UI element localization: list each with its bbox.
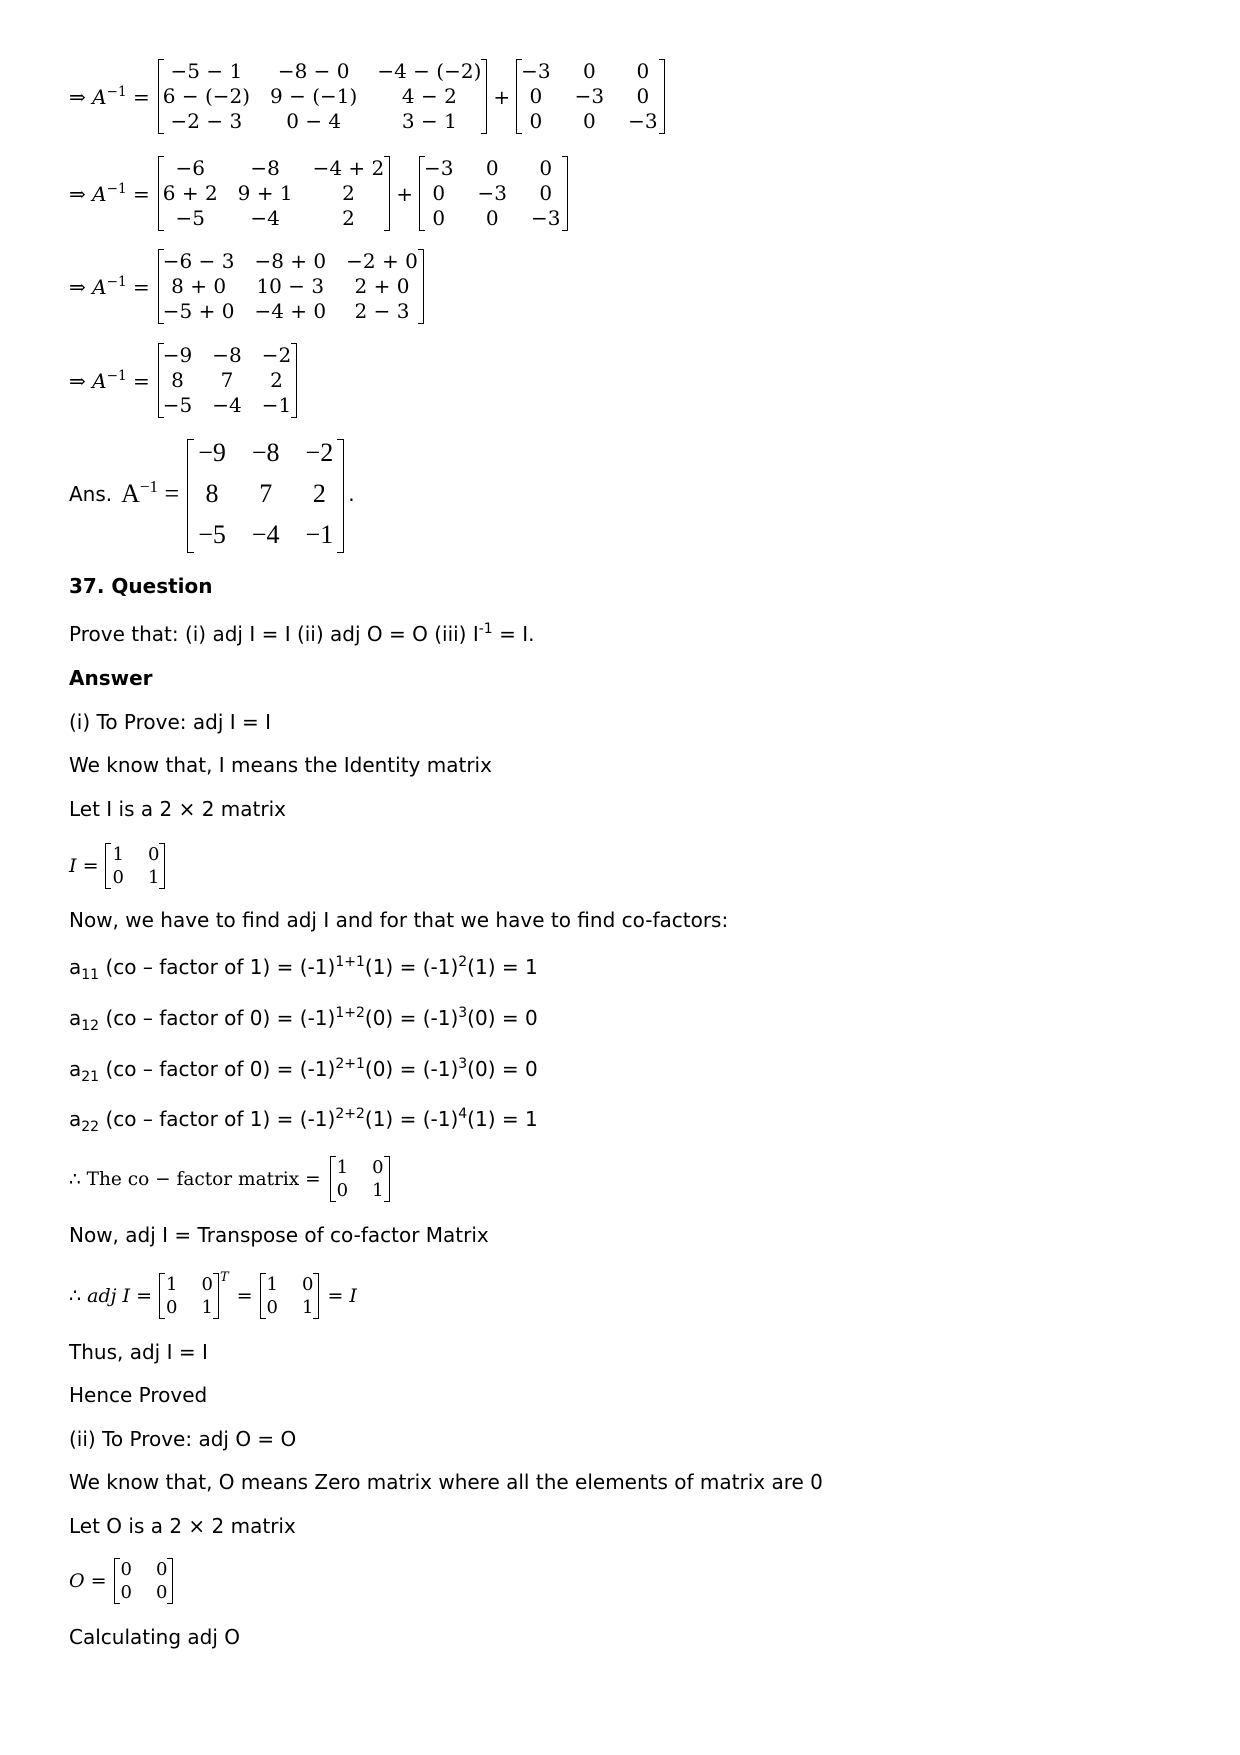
matrix-row	[158, 368, 297, 393]
matrix-cell: 0	[636, 84, 650, 108]
part2-calculating: Calculating adj O	[69, 1625, 240, 1649]
matrix-cell: −4	[251, 520, 280, 549]
matrix-row	[260, 1296, 320, 1319]
matrix-grid	[158, 156, 391, 231]
step-lhs	[69, 275, 150, 299]
identity-matrix	[105, 843, 165, 889]
matrix-cell: 0	[432, 181, 446, 205]
equals-sign: =	[132, 368, 150, 393]
equals-sign: =	[132, 274, 150, 299]
matrix-cell: −3	[424, 156, 454, 180]
matrix-cell: 0	[583, 59, 596, 83]
therefore-symbol: ∴	[69, 1285, 82, 1307]
answer-period: .	[348, 481, 355, 506]
matrix-cell: −3	[521, 59, 551, 83]
matrix-cell: 7	[220, 368, 234, 392]
matrix-cell: −4	[212, 393, 242, 417]
derivation-step-4	[69, 343, 297, 418]
matrix-cell: −5 + 0	[162, 299, 235, 323]
matrix-row	[158, 343, 297, 368]
element-symbol: a	[69, 1057, 82, 1081]
matrix-grid	[159, 1273, 219, 1319]
zero-symbol: O	[69, 1570, 85, 1592]
matrix-row	[260, 1273, 320, 1296]
cofactor-text: (co – factor of 0) = (-1)	[99, 1057, 336, 1081]
matrix-cell: 8	[205, 479, 219, 508]
matrix-row	[158, 84, 488, 109]
cofactor-line-a21	[69, 1056, 538, 1085]
matrix-cell: −2	[305, 438, 334, 467]
cofactor-text: (co – factor of 1) = (-1)	[99, 1107, 336, 1131]
matrix-cell: −4 − (−2)	[377, 59, 482, 83]
matrix-cell: 2	[270, 368, 283, 392]
implies-symbol: ⇒	[69, 368, 86, 393]
cofactor-matrix-label: ∴ The co − factor matrix =	[69, 1168, 321, 1190]
matrix-row	[114, 1558, 174, 1581]
equals-sign: =	[236, 1285, 253, 1307]
matrix-cell: −5	[175, 206, 205, 230]
cofactor-exponent: 2+2	[335, 1106, 365, 1122]
matrix-row	[158, 156, 391, 181]
matrix-cell: 0	[120, 1582, 132, 1603]
derivation-step-3	[69, 249, 424, 324]
matrix-row	[158, 59, 488, 84]
prompt-end: = I.	[492, 622, 535, 646]
matrix-cell: −2	[261, 343, 292, 367]
matrix-cell: −3	[531, 206, 561, 230]
matrix-cell: −4	[250, 206, 280, 230]
step-lhs	[69, 85, 150, 109]
matrix-row	[158, 181, 391, 206]
matrix-row	[158, 393, 297, 418]
adj-i-symbol: adj I	[87, 1285, 131, 1307]
equals-sign: =	[90, 1570, 107, 1592]
transpose-superscript: T	[219, 1270, 229, 1285]
plus-sign: +	[396, 181, 414, 206]
matrix-cell: −8 + 0	[254, 249, 327, 273]
matrix-cell: 0	[372, 1157, 384, 1178]
cofactor-text: (co – factor of 0) = (-1)	[99, 1006, 336, 1030]
matrix-row	[330, 1156, 390, 1179]
step-lhs	[69, 182, 150, 206]
matrix-cell: 4 − 2	[401, 84, 457, 108]
cofactor-result: (0) = 0	[467, 1006, 538, 1030]
part1-let-statement: Let I is a 2 × 2 matrix	[69, 797, 286, 821]
matrix-grid	[114, 1558, 174, 1604]
matrix-cell: 6 + 2	[162, 181, 218, 205]
matrix-cell: −6	[175, 156, 205, 180]
matrix-row	[516, 109, 664, 134]
matrix-cell: −5 − 1	[170, 59, 243, 83]
matrix-row	[187, 473, 344, 514]
part1-identity-note: We know that, I means the Identity matrix	[69, 753, 492, 777]
matrix-cell: −9	[198, 438, 226, 467]
matrix-cell: 0	[147, 844, 160, 865]
matrix-row	[516, 84, 664, 109]
matrix-cell: −5	[162, 393, 193, 417]
matrix-grid	[330, 1156, 390, 1202]
identity-symbol: I	[349, 1285, 357, 1307]
matrix-row	[516, 59, 664, 84]
matrix-cell: 9 + 1	[237, 181, 293, 205]
inverse-exponent: −1	[106, 181, 127, 198]
matrix-row	[159, 1296, 219, 1319]
matrix-cell: −9	[162, 343, 193, 367]
matrix-cell: 0	[529, 109, 543, 133]
step-lhs	[69, 369, 150, 393]
matrix-row	[187, 432, 344, 473]
cofactor-text: (0) = (-1)	[364, 1006, 459, 1030]
matrix-cell: 0	[636, 59, 650, 83]
matrix-row	[419, 206, 567, 231]
equals-sign: =	[82, 855, 99, 877]
element-index: 11	[81, 967, 100, 983]
matrix	[158, 343, 297, 418]
matrix-row	[105, 843, 165, 866]
element-symbol: a	[69, 955, 82, 979]
matrix-cell: −5	[198, 520, 226, 549]
cofactor-text: (1) = (-1)	[364, 1107, 459, 1131]
plus-sign: +	[493, 84, 511, 109]
matrix-grid	[260, 1273, 320, 1319]
inverse-exponent: −1	[106, 274, 127, 291]
matrix-grid	[158, 249, 424, 324]
question-prompt	[69, 622, 534, 646]
matrix-cell: 9 − (−1)	[270, 84, 358, 108]
answer-matrix	[187, 432, 344, 555]
matrix-cell: 0	[583, 109, 596, 133]
identity-symbol: I	[69, 855, 77, 877]
equals-sign: =	[136, 1285, 153, 1307]
matrix-row	[158, 109, 488, 134]
cofactor-exponent: 2	[458, 954, 468, 970]
matrix-row	[158, 274, 424, 299]
matrix-cell: 0	[112, 867, 124, 888]
adj-i-lhs	[69, 1285, 152, 1307]
implies-symbol: ⇒	[69, 84, 86, 109]
matrix-cell: 0	[539, 181, 553, 205]
matrix-row	[330, 1179, 390, 1202]
matrix	[419, 156, 567, 231]
matrix-cell: −2 + 0	[346, 249, 418, 273]
matrix-cell: 0 − 4	[286, 109, 342, 133]
equals-sign: =	[327, 1285, 344, 1307]
matrix-cell: −3	[574, 84, 605, 108]
matrix-cell: 2 − 3	[354, 299, 410, 323]
part2-heading: (ii) To Prove: adj O = O	[69, 1427, 297, 1451]
cofactor-result: (0) = 0	[467, 1057, 538, 1081]
matrix-cell: 0	[266, 1297, 278, 1318]
matrix-cell: 0	[336, 1180, 349, 1201]
matrix-cell: 1	[201, 1297, 213, 1318]
matrix-grid	[516, 59, 664, 134]
answer-label: Ans.	[69, 481, 113, 506]
prompt-exponent: -1	[478, 621, 493, 637]
matrix-cell: 1	[266, 1274, 278, 1295]
cofactor-line-a11	[69, 954, 538, 983]
matrix-cell: 0	[302, 1274, 314, 1295]
matrix-cell: −8	[251, 438, 280, 467]
part1-heading: (i) To Prove: adj I = I	[69, 710, 272, 734]
matrix-cell: 1	[166, 1274, 178, 1295]
cofactor-result: (1) = 1	[467, 955, 538, 979]
transpose-statement: Now, adj I = Transpose of co-factor Matrix	[69, 1223, 489, 1247]
derivation-step-1	[69, 59, 665, 134]
matrix-cell: 0	[539, 156, 553, 180]
matrix-grid	[105, 843, 165, 889]
matrix-cell: 0	[529, 84, 543, 108]
matrix-row	[159, 1273, 219, 1296]
inverse-exponent: −1	[106, 368, 127, 385]
zero-matrix	[114, 1558, 174, 1604]
matrix-row	[187, 514, 344, 555]
element-index: 22	[81, 1119, 100, 1135]
matrix-cell: 0	[166, 1297, 178, 1318]
matrix-cell: 0	[485, 156, 499, 180]
matrix-grid	[187, 432, 344, 555]
cofactor-matrix	[159, 1273, 219, 1319]
equals-sign: =	[164, 478, 180, 508]
matrix-cell: 8 + 0	[171, 274, 227, 298]
matrix-cell: 3 − 1	[401, 109, 457, 133]
cofactor-exponent: 2+1	[335, 1056, 365, 1072]
cofactor-result: (1) = 1	[467, 1107, 538, 1131]
question-heading: 37. Question	[69, 574, 213, 598]
matrix-cell: −8	[212, 343, 242, 367]
matrix-cell: −8	[250, 156, 280, 180]
matrix-symbol: A	[92, 368, 107, 393]
cofactor-line-a22	[69, 1106, 538, 1135]
cofactor-line-a12	[69, 1005, 538, 1034]
matrix-cell: −1	[261, 393, 292, 417]
matrix-cell: 10 − 3	[256, 274, 325, 298]
matrix-cell: −1	[305, 520, 334, 549]
matrix	[158, 249, 424, 324]
identity-lhs	[69, 855, 98, 877]
answer-lhs	[121, 476, 180, 509]
matrix	[158, 59, 488, 134]
element-index: 12	[81, 1018, 100, 1034]
zero-lhs	[69, 1570, 107, 1592]
matrix-cell: −3	[477, 181, 508, 205]
matrix-cell: 7	[259, 479, 273, 508]
matrix-row	[419, 156, 567, 181]
matrix-symbol: A	[92, 84, 107, 109]
matrix-grid	[158, 59, 488, 134]
equals-sign: =	[132, 84, 150, 109]
matrix-cell: 0	[201, 1274, 213, 1295]
matrix-cell: −4 + 2	[312, 156, 385, 180]
cofactor-exponent: 3	[458, 1005, 468, 1021]
matrix-cell: 2 + 0	[354, 274, 410, 298]
derivation-step-2	[69, 156, 568, 231]
answer-line	[69, 432, 355, 555]
matrix-cell: 1	[112, 844, 124, 865]
cofactor-text: (0) = (-1)	[364, 1057, 459, 1081]
matrix-cell: 0	[485, 206, 499, 230]
transposed-matrix	[260, 1273, 320, 1319]
inverse-exponent: −1	[106, 84, 127, 101]
part1-hence-proved: Hence Proved	[69, 1383, 208, 1407]
matrix-cell: 2	[312, 479, 326, 508]
identity-matrix-line	[69, 843, 165, 889]
cofactor-exponent: 3	[458, 1056, 468, 1072]
part2-zero-note: We know that, O means Zero matrix where all the elements of matrix are 0	[69, 1470, 823, 1494]
cofactor-intro: Now, we have to find adj I and for that we have to find co-factors:	[69, 908, 729, 932]
element-index: 21	[81, 1069, 100, 1085]
cofactor-exponent: 1+2	[335, 1005, 365, 1021]
implies-symbol: ⇒	[69, 181, 86, 206]
matrix-symbol: A	[121, 478, 140, 508]
matrix-row	[114, 1581, 174, 1604]
matrix-cell: 1	[147, 867, 160, 888]
matrix-cell: 0	[156, 1559, 168, 1580]
equals-sign: =	[132, 181, 150, 206]
part2-let-statement: Let O is a 2 × 2 matrix	[69, 1514, 296, 1538]
matrix-row	[158, 206, 391, 231]
matrix-cell: 2	[342, 206, 355, 230]
zero-matrix-line	[69, 1558, 173, 1604]
matrix-cell: −3	[628, 109, 658, 133]
cofactor-matrix	[330, 1156, 390, 1202]
cofactor-matrix-line	[69, 1156, 390, 1202]
matrix-grid	[158, 343, 297, 418]
matrix-cell: 6 − (−2)	[162, 84, 251, 108]
matrix-cell: 0	[156, 1582, 168, 1603]
matrix-row	[419, 181, 567, 206]
part1-conclusion: Thus, adj I = I	[69, 1340, 208, 1364]
answer-heading: Answer	[69, 666, 153, 690]
matrix-row	[158, 299, 424, 324]
cofactor-text: (1) = (-1)	[364, 955, 459, 979]
matrix-cell: 0	[432, 206, 446, 230]
matrix-symbol: A	[92, 274, 107, 299]
element-symbol: a	[69, 1107, 82, 1131]
matrix-cell: 1	[302, 1297, 314, 1318]
matrix-cell: −8 − 0	[277, 59, 350, 83]
matrix-cell: 0	[120, 1559, 132, 1580]
matrix-cell: 1	[372, 1180, 384, 1201]
matrix	[516, 59, 664, 134]
cofactor-text: (co – factor of 1) = (-1)	[99, 955, 336, 979]
prompt-text: Prove that: (i) adj I = I (ii) adj O = O (iii) I	[69, 622, 479, 646]
cofactor-exponent: 4	[458, 1106, 468, 1122]
matrix	[158, 156, 391, 231]
matrix-cell: −6 − 3	[162, 249, 235, 273]
matrix-row	[158, 249, 424, 274]
matrix-cell: −4 + 0	[254, 299, 327, 323]
matrix-cell: 2	[342, 181, 355, 205]
matrix-symbol: A	[92, 181, 107, 206]
element-symbol: a	[69, 1006, 82, 1030]
adj-i-equation	[69, 1270, 357, 1319]
matrix-cell: 8	[171, 368, 184, 392]
implies-symbol: ⇒	[69, 274, 86, 299]
cofactor-exponent: 1+1	[335, 954, 365, 970]
matrix-grid	[419, 156, 567, 231]
matrix-cell: −2 − 3	[170, 109, 243, 133]
matrix-row	[105, 866, 165, 889]
inverse-exponent: −1	[139, 476, 159, 496]
matrix-cell: 1	[336, 1157, 349, 1178]
adj-i-rhs	[327, 1285, 356, 1307]
